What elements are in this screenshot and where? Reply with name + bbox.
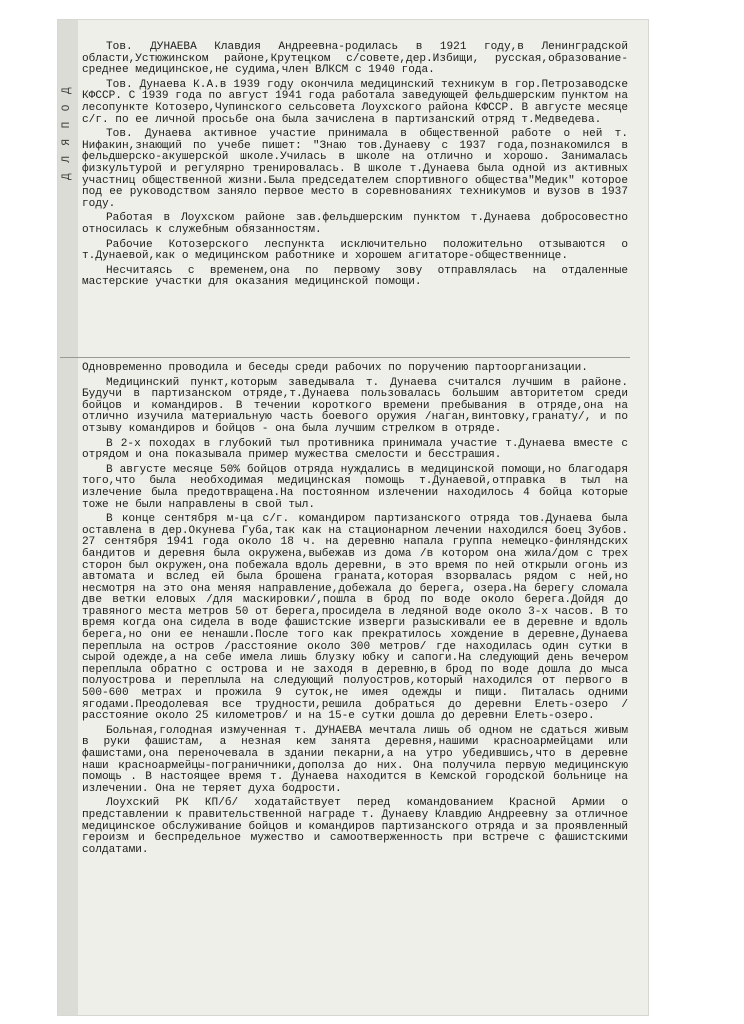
lower-text-block bbox=[82, 363, 628, 859]
paragraph-raids: В 2-х походах в глубокий тыл противника принимала участие т.Дунаева вместе с отрядом и она показывала пример мужества смелости и бесстрашия. bbox=[82, 437, 628, 462]
paragraph-award-petition: Лоухский РК КП/б/ ходатайствует перед командованием Красной Армии о представлении к правительственной награде т. Дунаеву Клавдию Андреевну за отличное медицинское обслуживание бойцов и командиров партизанского отряда и за проявленный героизм и беспредельное мужество и самоотверженность при встрече с фашистскими солдатами. bbox=[82, 797, 628, 856]
page-fold-line bbox=[60, 357, 630, 358]
paragraph-september-escape: В конце сентября м-ца с/г. командиром партизанского отряда тов.Дунаева была оставлена в дер.Окунева Губа,так как на стационарном лечении находился боец Зубов. 27 сентября 1941 года около 18 ч. на деревню напала группа немецко-финляндских бандитов и деревня была окружена,выбежав из дома /в котором она жила/дом с трех сторон был окружен,она побежала вдоль деревни, в это время по ней открыли огонь из автомата и вслед ей была брошена граната,которая взорвалась рядом с ней,но несмотря на это она меняя направление,добежала до берега, озера.На берегу сломала две ветки еловых /для маскировки/,пошла в брод по воде около берега.Дойдя до травяного места метров 50 от берега,просидела в ледяной воде около 3-х часов. В то время когда она сидела в воде фашистские изверги разыскивали ее в деревне и вдоль берега,но они ее ненашли.После того как прекратилось хождение в деревне,Дунаева переплыла на остров /расстояние около 300 метров/ где находилась один сутки в сырой одежде,а на себе имела лишь блузку юбку и сапоги.На следующий день вечером переплыла обратно с острова и не заходя в деревню,в брод по воде дошла до мыса полуострова и переплыла на следующий полуостров,который находился от первого в 500-600 метрах и прожила 9 суток,не имея одежды и пищи. Питалась одними ягодами.Преодолевая все трудности,решила добраться до деревни Елеть-озеро /расстояние около 25 километров/ и на 15-е сутки дошла до деревни Елеть-озеро. bbox=[82, 513, 628, 723]
margin-stamp-text: Д Л Я П О Д bbox=[61, 85, 73, 180]
paragraph-workers-review: Рабочие Котозерского леспункта исключительно положительно отзываются о т.Дунаевой,как о медицинском работнике и хорошем агитаторе-общественнице. bbox=[82, 238, 628, 263]
paragraph-work-attitude: Работая в Лоухском районе зав.фельдшерским пунктом т.Дунаева добросовестно относилась к служебным обязанностям. bbox=[82, 212, 628, 236]
paragraph-medical-trips: Несчитаясь с временем,она по первому зову отправлялась на отдаленные мастерские участки для оказания медицинской помощи. bbox=[82, 264, 628, 289]
paragraph-public-work: Тов. Дунаева активное участие принимала в общественной работе о ней т. Нифакин,знающий по учебе пишет: "Знаю тов.Дунаеву с 1937 года,познакомился в фельдшерско-акушерской школе.Училась в школе на отлично и хорошо. Занималась физкультурой и регулярно тренировалась. В школе т.Дунаева была одной из активных участниц общественной жизни.Была председателем спортивного общества"Медик" которое под ее руководством заняло первое место в соревнованиях техникумов и вузов в 1937 году. bbox=[82, 128, 628, 210]
paragraph-rescue: Больная,голодная измученная т. ДУНАЕВА мечтала лишь об одном не сдаться живым в руки фашистам, а незная кем занята деревня,нашими красноармейцами или фашистами,она переночевала в здании пекарни,а на утро убедившись,что в деревне наши красноармейцы-пограничники,дополза до них. Она получила первую медицинскую помощь . В настоящее время т. Дунаева находится в Кемской городской больнице на излечении. Она не теряет духа бодрости. bbox=[82, 724, 628, 795]
upper-text-block bbox=[82, 42, 628, 292]
paragraph-party-talks: Одновременно проводила и беседы среди рабочих по поручению партоорганизации. bbox=[82, 362, 588, 374]
paragraph-education: Тов. Дунаева К.А.в 1939 году окончила медицинский техникум в гор.Петрозаводске КФССР. С 1939 года по август 1941 года работала заведующей фельдшерским пунктом на лесопункте Котозеро,Чупинского сельсовета Лоухского района КФССР. В августе месяце с/г. по ее личной просьбе она была зачислена в партизанский отряд т.Медведева. bbox=[82, 78, 628, 126]
paragraph-august-care: В августе месяце 50% бойцов отряда нуждались в медицинской помощи,но благодаря того,что была необходимая медицинская помощь т.Дунаевой,отправка в тыл на излечение была предотвращена.На постоянном излечении находилось 4 бойца которые тоже не были направлены в свой тыл. bbox=[82, 463, 628, 511]
paragraph-medical-point: Медицинский пункт,которым заведывала т. Дунаева считался лучшим в районе. Будучи в партизанском отряде,т.Дунаева пользовалась большим авторитетом среди бойцов и командиров. В течении короткого времени пребывания в отряде,она на отлично изучила материальную часть боевого оружия /наган,винтовку,гранату/, и по отзыву командиров и бойцов - она была лучшим стрелком в отряде. bbox=[82, 376, 628, 435]
paragraph-biography: Тов. ДУНАЕВА Клавдия Андреевна-родилась в 1921 году,в Ленинградской области,Устюжинском районе,Крутецком с/совете,дер.Избищи, русская,образование-среднее медицинское,не судима,член ВЛКСМ с 1940 года. bbox=[82, 41, 628, 77]
